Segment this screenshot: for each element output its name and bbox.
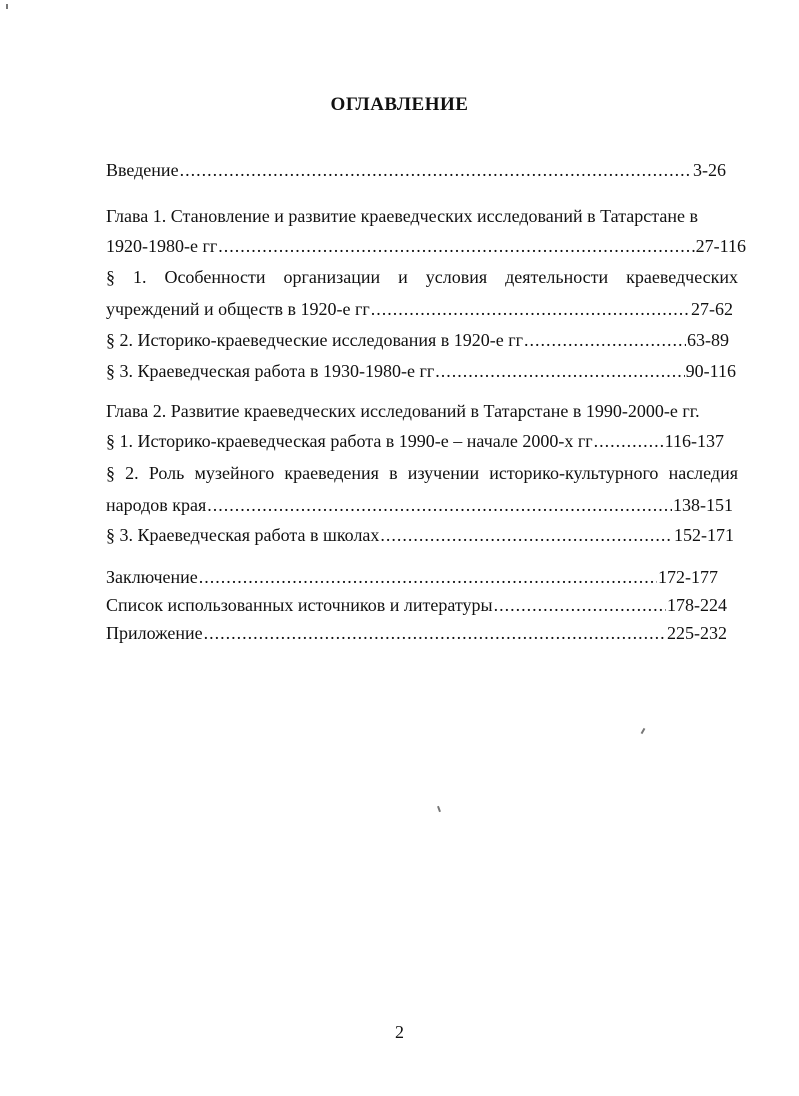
toc-entry-label: Заключение <box>106 567 198 587</box>
toc-entry-ch1-section2 <box>106 327 729 353</box>
toc-entry-pages: 27-62 <box>691 299 733 319</box>
toc-entry-label: § 1. Историко-краеведческая работа в 1990-е – начале 2000-х гг <box>106 431 593 451</box>
toc-entry-pages: 116-137 <box>664 431 724 451</box>
toc-entry-label: 1920-1980-е гг <box>106 236 218 256</box>
toc-entry-chapter2: Глава 2. Развитие краеведческих исследований в Татарстане в 1990-2000-е гг. <box>106 401 700 421</box>
page-title: ОГЛАВЛЕНИЕ <box>330 94 469 115</box>
toc-entry-chapter1-line1: Глава 1. Становление и развитие краеведческих исследований в Татарстане в <box>106 206 698 226</box>
scan-speck <box>641 728 646 734</box>
toc-entry-pages: 138-151 <box>673 495 733 515</box>
toc-leader-dots <box>524 327 686 353</box>
toc-entry-ch2-section3 <box>106 522 734 548</box>
toc-entry-label: § 2. Историко-краеведческие исследования в 1920-е гг <box>106 330 523 350</box>
toc-entry-label: народов края <box>106 495 207 515</box>
toc-entry-chapter1 <box>106 233 746 259</box>
toc-entry-pages: 3-26 <box>693 160 726 180</box>
toc-leader-dots <box>199 564 657 590</box>
toc-entry-label: Список использованных источников и литературы <box>106 595 493 615</box>
toc-entry-label: § 3. Краеведческая работа в школах <box>106 525 380 545</box>
page-number: 2 <box>395 1022 404 1042</box>
toc-entry-pages: 225-232 <box>667 623 727 643</box>
toc-leader-dots <box>380 522 673 548</box>
toc-entry-conclusion <box>106 564 718 590</box>
toc-leader-dots <box>218 233 694 259</box>
toc-entry-label: Приложение <box>106 623 203 643</box>
scan-speck <box>437 806 441 812</box>
toc-entry-pages: 90-116 <box>685 361 736 381</box>
toc-entry-pages: 27-116 <box>695 236 746 256</box>
toc-entry-appendix <box>106 620 727 646</box>
toc-leader-dots <box>494 592 666 618</box>
toc-entry-ch2-section1 <box>106 428 724 454</box>
toc-entry-pages: 152-171 <box>674 525 734 545</box>
toc-entry-ch1-section1-line1: § 1. Особенности организации и условия деятельности краеведческих <box>106 267 738 287</box>
toc-entry-ch1-section1 <box>106 296 733 322</box>
toc-leader-dots <box>207 492 672 518</box>
toc-entry-pages: 63-89 <box>687 330 729 350</box>
toc-entry-label: § 3. Краеведческая работа в 1930-1980-е гг <box>106 361 435 381</box>
toc-leader-dots <box>204 620 666 646</box>
toc-entry-introduction <box>106 157 726 183</box>
toc-leader-dots <box>371 296 690 322</box>
toc-entry-sources <box>106 592 727 618</box>
toc-entry-label: Введение <box>106 160 179 180</box>
toc-entry-label: учреждений и обществ в 1920-е гг <box>106 299 370 319</box>
toc-leader-dots <box>180 157 692 183</box>
toc-leader-dots <box>594 428 664 454</box>
scan-speck <box>6 4 8 9</box>
toc-entry-ch1-section3 <box>106 358 736 384</box>
toc-leader-dots <box>435 358 684 384</box>
toc-entry-ch2-section2 <box>106 492 733 518</box>
toc-entry-ch2-section2-line1: § 2. Роль музейного краеведения в изучении историко-культурного наследия <box>106 463 738 483</box>
toc-entry-pages: 178-224 <box>667 595 727 615</box>
toc-entry-pages: 172-177 <box>658 567 718 587</box>
